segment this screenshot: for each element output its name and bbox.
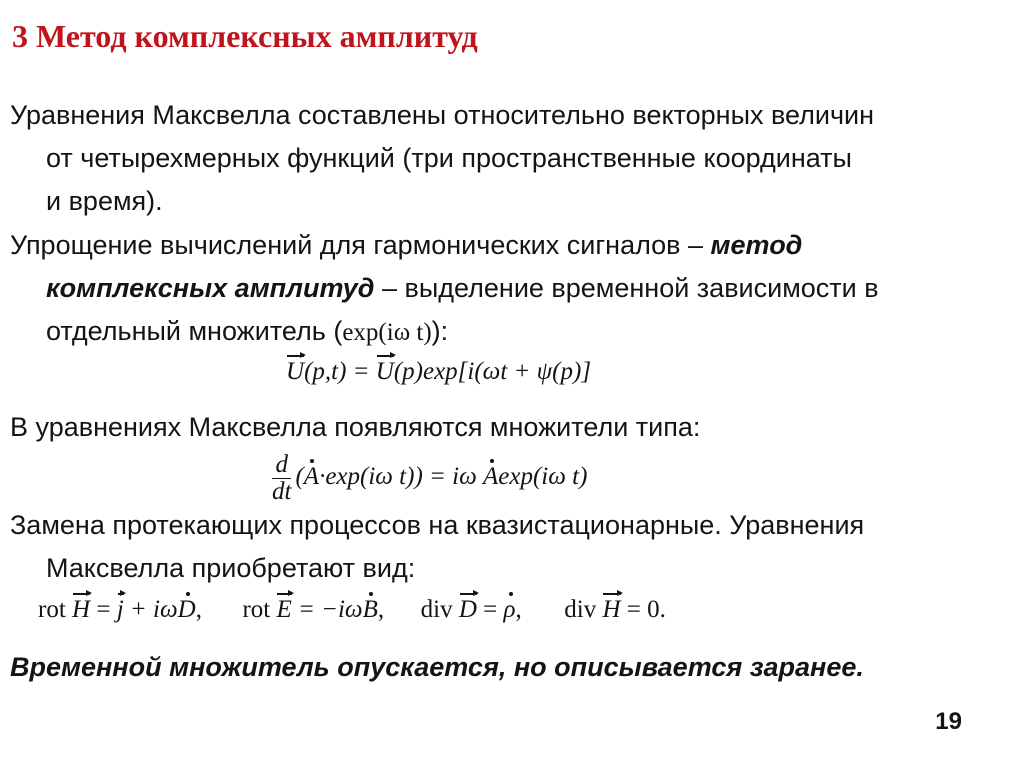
conclusion-statement: Временной множитель опускается, но описывается заранее.	[10, 652, 864, 682]
dotted-rho: ρ	[503, 596, 516, 623]
eq3-equals-c: =	[476, 596, 504, 623]
eq3-equals-a: =	[90, 596, 117, 623]
fraction-denominator: dt	[272, 478, 292, 505]
eq2-part2: ·exp(iω t)) = iω	[319, 463, 483, 491]
para1-line2: от четырехмерных функций (три пространственные координаты	[46, 143, 852, 173]
page-number: 19	[935, 708, 962, 735]
para4-line1: Замена протекающих процессов на квазистационарные. Уравнения	[10, 510, 865, 540]
eq3-plus: + iω	[123, 596, 178, 623]
para2-line2-text: – выделение временной зависимости в	[374, 273, 879, 303]
eq2-part3: exp(iω t)	[498, 463, 588, 491]
vector-u-1: U	[286, 358, 305, 385]
paragraph-multipliers	[10, 406, 1000, 449]
formula-maxwell-quasistationary	[38, 596, 666, 624]
dotted-d-1: D	[177, 596, 196, 623]
eq1-part2: (p)exp[i(ωt + ψ(p)]	[393, 358, 592, 385]
paragraph-simplification	[10, 224, 1000, 354]
para3-line: В уравнениях Максвелла появляются множители типа:	[10, 412, 701, 442]
paragraph-quasistationary	[10, 504, 1000, 590]
dotted-a-1: A	[303, 463, 320, 491]
dotted-a-2: A	[483, 463, 499, 491]
vector-h-2: H	[602, 596, 621, 623]
eq3-equals-d: = 0.	[620, 596, 666, 623]
para1-line3: и время).	[46, 186, 163, 216]
eq3-comma-3: ,	[515, 596, 522, 623]
paragraph-maxwell-equations	[10, 94, 1000, 223]
eq2-part1: (	[295, 463, 304, 491]
derivative-fraction	[272, 452, 291, 505]
vector-d-2: D	[458, 596, 477, 623]
para4-line2: Максвелла приобретают вид:	[46, 553, 416, 583]
div-operator-2: div	[564, 596, 603, 623]
formula-complex-amplitude	[286, 358, 591, 386]
inline-exp-formula: exp(iω t)	[342, 319, 432, 346]
rot-operator-1: rot	[38, 596, 73, 623]
vector-h-1: H	[72, 596, 91, 623]
eq3-equals-b: = −iω	[291, 596, 363, 623]
para1-line1: Уравнения Максвелла составлены относительно векторных величин	[10, 100, 875, 130]
slide-title: 3 Метод комплексных амплитуд	[12, 18, 478, 54]
dotted-b: B	[362, 596, 378, 623]
para2-line1-bold: метод	[710, 230, 803, 260]
para2-line3-end: ):	[431, 316, 449, 346]
rot-operator-2: rot	[242, 596, 277, 623]
para2-line1-text: Упрощение вычислений для гармонических сигналов –	[10, 230, 711, 260]
para2-line3-text: отдельный множитель (	[46, 316, 343, 346]
eq3-comma-2: ,	[377, 596, 385, 623]
vector-j: j	[116, 596, 124, 623]
eq3-comma-1: ,	[195, 596, 202, 623]
eq1-part1: (p,t) =	[304, 358, 376, 385]
vector-u-2: U	[375, 358, 394, 385]
para2-line2-bold: комплексных амплитуд	[46, 273, 375, 303]
formula-time-derivative	[272, 452, 587, 505]
vector-e: E	[276, 596, 292, 623]
div-operator-1: div	[420, 596, 459, 623]
fraction-numerator: d	[272, 452, 291, 479]
